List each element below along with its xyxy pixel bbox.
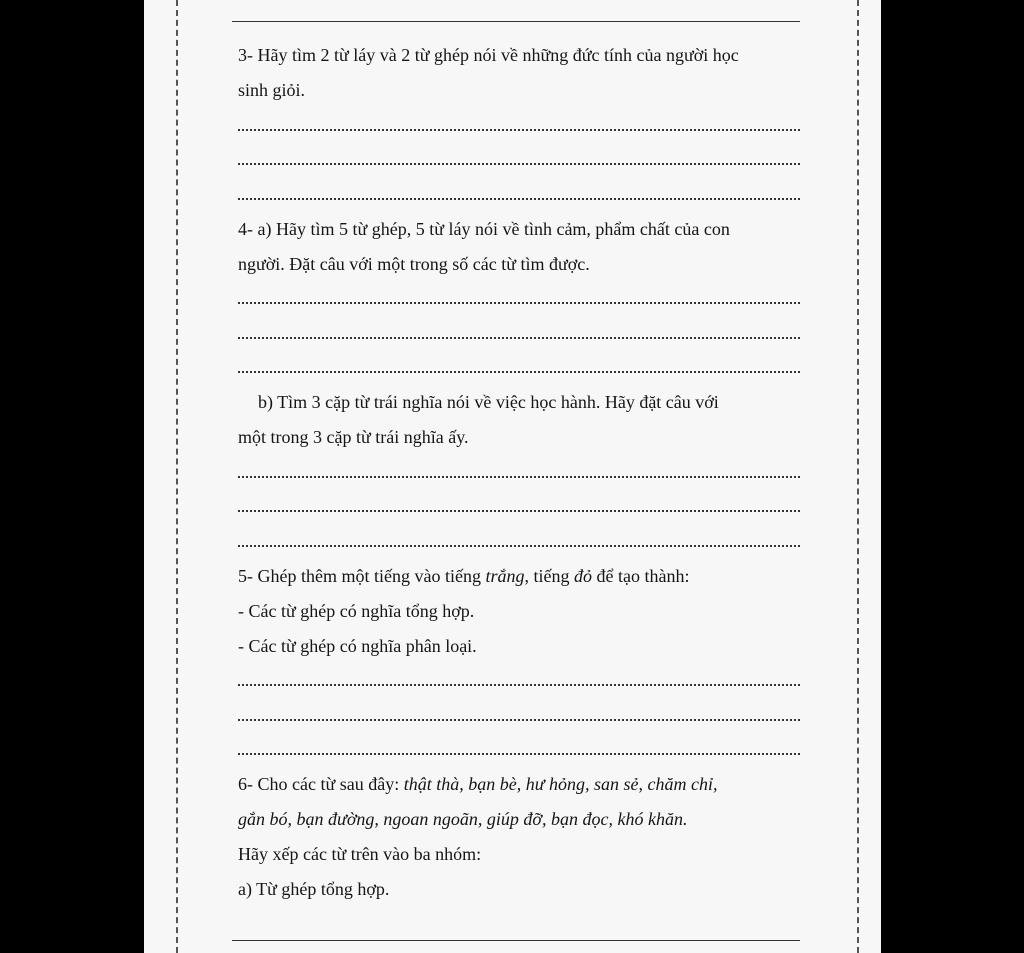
q6-words-1: thật thà, bạn bè, hư hỏng, san sẻ, chăm chỉ, [403,774,718,794]
q6-instruction: Hãy xếp các từ trên vào ba nhóm: [238,844,482,864]
answer-line[interactable] [238,490,800,525]
q6-words-2: gắn bó, bạn đường, ngoan ngoãn, giúp đỡ, bạn đọc, khó khăn. [238,809,688,829]
document-page [144,0,881,953]
q3-line-1: 3- Hãy tìm 2 từ láy và 2 từ ghép nói về những đức tính của người học [238,45,739,65]
q5-word-trang: trắng [485,565,525,586]
q6-prefix: 6- Cho các từ sau đây: [238,774,404,794]
q5-word-do: đỏ [573,565,592,586]
top-rule [232,21,800,22]
q6-line-1 [238,767,800,802]
page-border-right [857,0,859,953]
page-border-left [176,0,178,953]
answer-line[interactable] [238,733,800,768]
q4a-line-2: người. Đặt câu với một trong số các từ tìm được. [238,253,590,274]
answer-line[interactable] [238,108,800,143]
answer-line[interactable] [238,282,800,317]
bottom-rule [232,940,800,941]
q5-middle: , tiếng [524,565,574,586]
q6-item-a: a) Từ ghép tổng hợp. [238,879,390,899]
worksheet-content [238,38,800,907]
q5-item-1: - Các từ ghép có nghĩa tổng hợp. [238,600,475,621]
answer-line[interactable] [238,664,800,699]
answer-line[interactable] [238,316,800,351]
q6-line-2 [238,802,800,837]
q5-prompt [238,559,800,594]
q5-prefix: 5- Ghép thêm một tiếng vào tiếng [238,565,486,586]
answer-line[interactable] [238,143,800,178]
answer-line[interactable] [238,351,800,386]
answer-line[interactable] [238,524,800,559]
q5-item-2: - Các từ ghép có nghĩa phân loại. [238,635,477,656]
q4b-line-2: một trong 3 cặp từ trái nghĩa ấy. [238,427,469,447]
q4a-line-1: 4- a) Hãy tìm 5 từ ghép, 5 từ láy nói về tình cảm, phẩm chất của con [238,218,730,239]
q3-line-2: sinh giỏi. [238,80,306,100]
answer-line[interactable] [238,455,800,490]
answer-line[interactable] [238,698,800,733]
answer-line[interactable] [238,177,800,212]
q5-suffix: để tạo thành: [591,565,690,586]
q4b-line-1: b) Tìm 3 cặp từ trái nghĩa nói về việc học hành. Hãy đặt câu với [258,392,719,412]
